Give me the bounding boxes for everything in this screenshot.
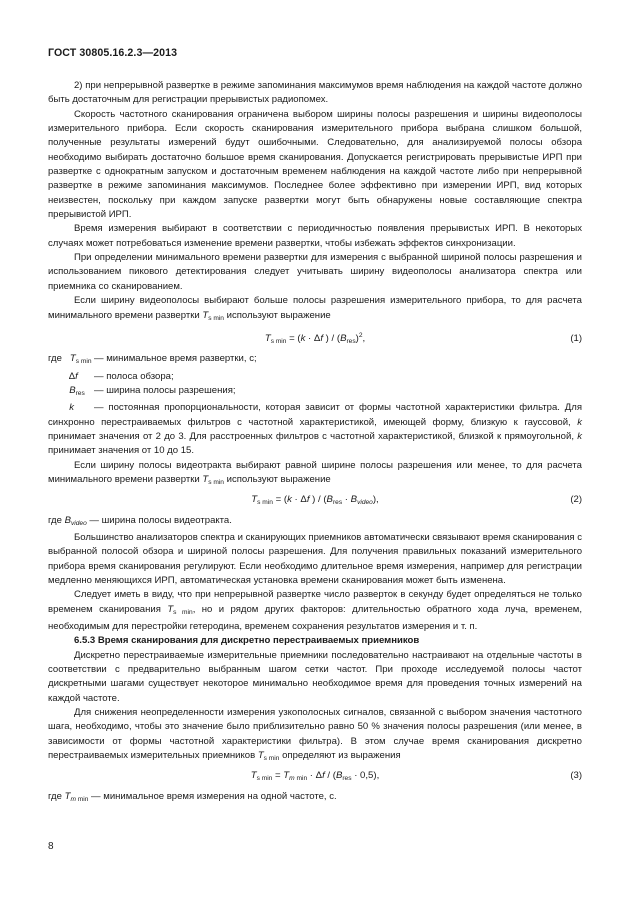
formula-3 bbox=[48, 769, 582, 786]
definition-row: $B_{res}$ — ширина полосы разрешения; bbox=[69, 384, 236, 397]
paragraph: Следует иметь в виду, что при непрерывной развертке число разверток в секунду будет определяться не только временем сканирования $T_{s min}$, но и рядом других факторов: длительностью обратного хода луча, временем, необходимым для перестройки гетеродина, временем сохранения результатов измерения и т. п. bbox=[48, 589, 582, 633]
formula-1 bbox=[48, 329, 582, 349]
section-heading: 6.5.3 Время сканирования для дискретно перестраиваемых приемников bbox=[74, 635, 420, 647]
formula-number: (2) bbox=[570, 494, 582, 506]
paragraph: При определении минимального времени развертки для измерения с выбранной шириной полосы разрешения и использованием пикового детектирования следует учитывать ширину видеополосы анализатора спектра или приемника со сканированием. bbox=[48, 252, 582, 292]
paragraph: где $T_{m min}$ — минимальное время измерения на одной частоте, с. bbox=[48, 790, 337, 803]
paragraph: Время измерения выбирают в соответствии с периодичностью появления прерывистых ИРП. В некоторых случаях может потребоваться изменение времени развертки, чтобы избежать эффектов синхронизации. bbox=[48, 223, 582, 249]
paragraph: Скорость частотного сканирования ограничена выбором ширины полосы разрешения и ширины видеополосы измерительного прибора. Если скорость сканирования измерительного прибора выбрана слишком большой, полученные результаты измерений будут ошибочными. Следовательно, для анализируемой полосы обзора необходимо выбирать достаточно большое время сканирования. Допускается регистрировать прерывистые ИРП при развертке с однократным запуском и достаточным временем наблюдения на каждой частоте либо при непрерывной развертке в режиме запоминания максимумов. Последнее более эффективно при измерении ИРП, вид которых неизвестен, поскольку при каждом запуске развертки могут быть обнаружены новые составляющие спектра прерывистой ИРП. bbox=[48, 108, 582, 221]
formula-number: (3) bbox=[570, 770, 582, 782]
document-header: ГОСТ 30805.16.2.3—2013 bbox=[48, 47, 178, 59]
page-number: 8 bbox=[48, 841, 54, 852]
formula-expression: $T_{s min} = (k \cdot \Delta f$ ) / $(B_{res})^2$, bbox=[264, 331, 366, 345]
formula-2 bbox=[48, 493, 582, 510]
definition-row: где $T_{s min}$ — минимальное время развертки, с; bbox=[48, 353, 257, 366]
document-body bbox=[48, 79, 582, 807]
definition-k: k — постоянная пропорциональности, которая зависит от формы частотной характеристики фильтра. Для синхронно перестраиваемых фильтров с частотной характеристикой, имеющей форму, близкую к гауссовой, k принимает значения от 2 до 3. Для расстроенных фильтров с частотной характеристикой, близкой к прямоугольной, k принимает значения от 10 до 15. bbox=[48, 402, 582, 457]
formula-number: (1) bbox=[570, 332, 582, 344]
formula-expression: $T_{s min} = (k \cdot \Delta f$ ) / $(B_{res} \cdot B_{video})$, bbox=[251, 494, 379, 507]
paragraph: 2) при непрерывной развертке в режиме запоминания максимумов время наблюдения на каждой частоте должно быть достаточным для регистрации прерывистых радиопомех. bbox=[48, 80, 582, 106]
paragraph: Для снижения неопределенности измерения узкополосных сигналов, связанной с выбором значения частотного шага, необходимо, чтобы это значение было приблизительно равно 50 % значения полосы разрешения (или менее, в зависимости от формы частотной характеристики фильтра). В этом случае время сканирования дискретно перестраиваемых измерительных приемников $T_{s min}$ определяют из выражения bbox=[48, 707, 582, 763]
definitions-list bbox=[48, 352, 582, 458]
paragraph: Большинство анализаторов спектра и сканирующих приемников автоматически связывают время сканирования с выбранной полосой обзора и шириной полосы разрешения. Для получения правильных показаний измерительного прибора время сканирования регулируют. Если необходимо длительное время измерения, например для регистрации медленно меняющихся ИРП, автоматическая установка времени сканирования может быть изменена. bbox=[48, 531, 583, 586]
formula-expression: $T_{s min} = T_{m min} \cdot \Delta f / (B_{res} \cdot 0,5)$, bbox=[250, 770, 380, 783]
paragraph: где $B_{video}$ — ширина полосы видеотракта. bbox=[48, 514, 232, 527]
paragraph: Если ширину видеополосы выбирают больше полосы разрешения измерительного прибора, то для расчета минимального времени развертки $T_{s min}$ используют выражение bbox=[48, 295, 582, 322]
paragraph: Если ширину полосы видеотракта выбирают равной ширине полосы разрешения или менее, то для расчета минимального времени развертки $T_{s min}$ используют выражение bbox=[48, 459, 582, 486]
paragraph: Дискретно перестраиваемые измерительные приемники последовательно настраивают на отдельные частоты в соответствии с предварительно выбранным шагом сетки частот. При проходе исследуемой полосы частот дискретными шагами существует некоторое минимально необходимое время для проведения точных измерений на каждой частоте. bbox=[48, 649, 582, 704]
definition-row: Δf — полоса обзора; bbox=[48, 370, 174, 382]
